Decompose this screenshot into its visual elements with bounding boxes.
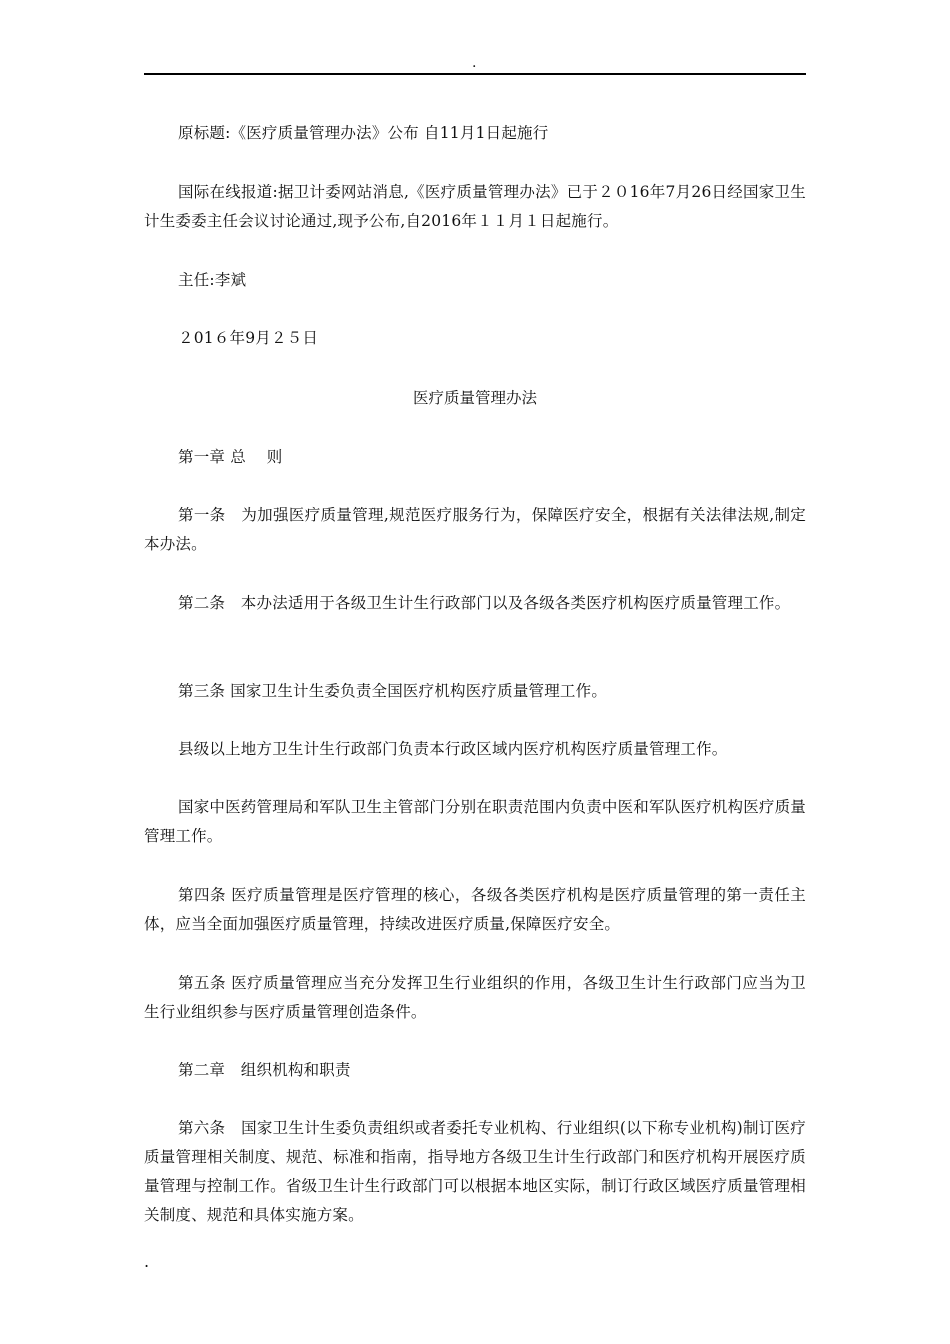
chapter-heading: 第二章 组织机构和职责 (178, 1061, 351, 1079)
article-2: 第二条 本办法适用于各级卫生计生行政部门以及各级各类医疗机构医疗质量管理工作。 (178, 594, 791, 612)
article-4: 第四条 医疗质量管理是医疗管理的核心，各级各类医疗机构是医疗质量管理的第一责任主体，应当全面加强医疗质量管理，持续改进医疗质量,保障医疗安全。 (144, 886, 806, 933)
intro-paragraph: 国际在线报道:据卫计委网站消息,《医疗质量管理办法》已于２０16年7月26日经国家卫生计生委委主任会议讨论通过,现予公布,自2016年１１月１日起施行。 (144, 183, 806, 230)
article-3-para-2: 县级以上地方卫生计生行政部门负责本行政区域内医疗机构医疗质量管理工作。 (178, 740, 728, 758)
article-5: 第五条 医疗质量管理应当充分发挥卫生行业组织的作用，各级卫生计生行政部门应当为卫生行业组织参与医疗质量管理创造条件。 (144, 974, 806, 1021)
header-rule (144, 73, 806, 75)
article-3: 第三条 国家卫生计生委负责全国医疗机构医疗质量管理工作。 (178, 682, 608, 700)
footer-mark: . (144, 1252, 150, 1271)
article-3-para-3: 国家中医药管理局和军队卫生主管部门分别在职责范围内负责中医和军队医疗机构医疗质量管理工作。 (144, 798, 807, 845)
article-1: 第一条 为加强医疗质量管理,规范医疗服务行为，保障医疗安全，根据有关法律法规,制定本办法。 (144, 506, 806, 553)
original-title: 原标题:《医疗质量管理办法》公布 自11月1日起施行 (178, 124, 549, 142)
director-line: 主任:李斌 (178, 271, 247, 289)
document-title: 医疗质量管理办法 (412, 389, 537, 407)
header-mark: . (472, 55, 477, 71)
article-6: 第六条 国家卫生计生委负责组织或者委托专业机构、行业组织(以下称专业机构)制订医疗质量管理相关制度、规范、标准和指南，指导地方各级卫生计生行政部门和医疗机构开展医疗质量管理与控制工作。省级卫生计生行政部门可以根据本地区实际，制订行政区域医疗质量管理相关制度、规范和具体实施方案。 (144, 1119, 806, 1224)
date-line: ２01６年9月２５日 (178, 329, 319, 347)
chapter-heading: 第一章 总 则 (178, 448, 283, 466)
